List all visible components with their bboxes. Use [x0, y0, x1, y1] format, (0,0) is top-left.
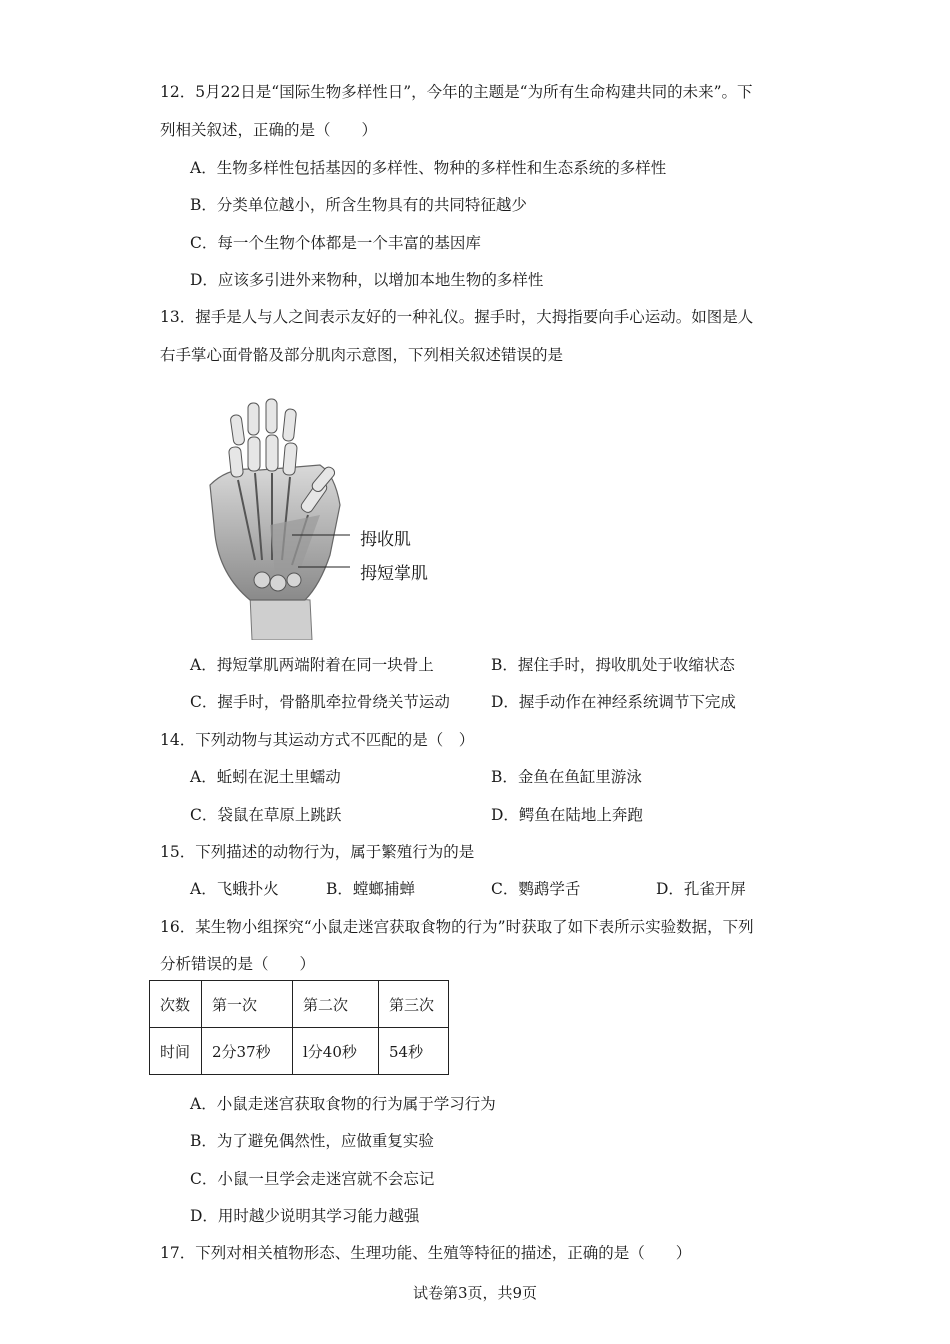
hand-skeleton-figure — [200, 395, 460, 640]
table-cell: 第二次 — [293, 981, 379, 1028]
q12-stem-line1: 12．5月22日是“国际生物多样性日”，今年的主题是“为所有生命构建共同的未来”。下 — [160, 83, 753, 101]
table-header-row — [150, 981, 449, 1028]
q13-option-b: B．握住手时，拇收肌处于收缩状态 — [491, 656, 735, 674]
q13-option-c: C．握手时，骨骼肌牵拉骨绕关节运动 — [190, 693, 450, 711]
q13-stem-line1: 13．握手是人与人之间表示友好的一种礼仪。握手时，大拇指要向手心运动。如图是人 — [160, 308, 754, 326]
q16-stem-line2: 分析错误的是（ ） — [160, 955, 316, 973]
q12-option-d: D．应该多引进外来物种，以增加本地生物的多样性 — [190, 271, 544, 289]
q12-option-c: C．每一个生物个体都是一个丰富的基因库 — [190, 234, 481, 252]
table-row — [150, 1028, 449, 1075]
q16-option-b: B．为了避免偶然性，应做重复实验 — [190, 1132, 434, 1150]
q13-option-a: A．拇短掌肌两端附着在同一块骨上 — [190, 656, 434, 674]
table-cell: 次数 — [150, 981, 202, 1028]
q13-option-d: D．握手动作在神经系统调节下完成 — [491, 693, 736, 711]
label-palmaris-brevis: 拇短掌肌 — [360, 564, 428, 584]
q15-option-a: A．飞蛾扑火 — [190, 880, 279, 898]
q14-stem: 14．下列动物与其运动方式不匹配的是（ ） — [160, 731, 475, 749]
q14-option-d: D．鳄鱼在陆地上奔跑 — [491, 806, 643, 824]
q14-option-b: B．金鱼在鱼缸里游泳 — [491, 768, 642, 786]
q16-option-a: A．小鼠走迷宫获取食物的行为属于学习行为 — [190, 1095, 496, 1113]
q13-stem-line2: 右手掌心面骨骼及部分肌肉示意图，下列相关叙述错误的是 — [160, 346, 564, 364]
page-footer: 试卷第3页，共9页 — [412, 1284, 538, 1302]
q12-option-a: A．生物多样性包括基因的多样性、物种的多样性和生态系统的多样性 — [190, 159, 667, 177]
table-cell: 第三次 — [379, 981, 449, 1028]
table-cell: 54秒 — [379, 1028, 449, 1075]
q12-stem-line2: 列相关叙述，正确的是（ ） — [160, 121, 378, 139]
label-adductor-pollicis: 拇收肌 — [360, 530, 411, 550]
table-cell: l分40秒 — [293, 1028, 379, 1075]
q16-stem-line1: 16．某生物小组探究“小鼠走迷宫获取食物的行为”时获取了如下表所示实验数据，下列 — [160, 918, 754, 936]
q17-stem: 17．下列对相关植物形态、生理功能、生殖等特征的描述，正确的是（ ） — [160, 1244, 692, 1262]
q14-option-c: C．袋鼠在草原上跳跃 — [190, 806, 342, 824]
table-cell: 第一次 — [202, 981, 293, 1028]
q15-option-b: B．螳螂捕蝉 — [326, 880, 415, 898]
q16-option-d: D．用时越少说明其学习能力越强 — [190, 1207, 420, 1225]
q15-option-d: D．孔雀开屏 — [656, 880, 746, 898]
maze-data-table — [149, 980, 449, 1075]
hand-skeleton-illustration — [200, 395, 460, 640]
table-cell: 2分37秒 — [202, 1028, 293, 1075]
q16-option-c: C．小鼠一旦学会走迷宫就不会忘记 — [190, 1170, 435, 1188]
q15-stem: 15．下列描述的动物行为，属于繁殖行为的是 — [160, 843, 475, 861]
table-cell: 时间 — [150, 1028, 202, 1075]
q14-option-a: A．蚯蚓在泥土里蠕动 — [190, 768, 341, 786]
q15-option-c: C．鹦鹉学舌 — [491, 880, 581, 898]
q12-option-b: B．分类单位越小，所含生物具有的共同特征越少 — [190, 196, 527, 214]
